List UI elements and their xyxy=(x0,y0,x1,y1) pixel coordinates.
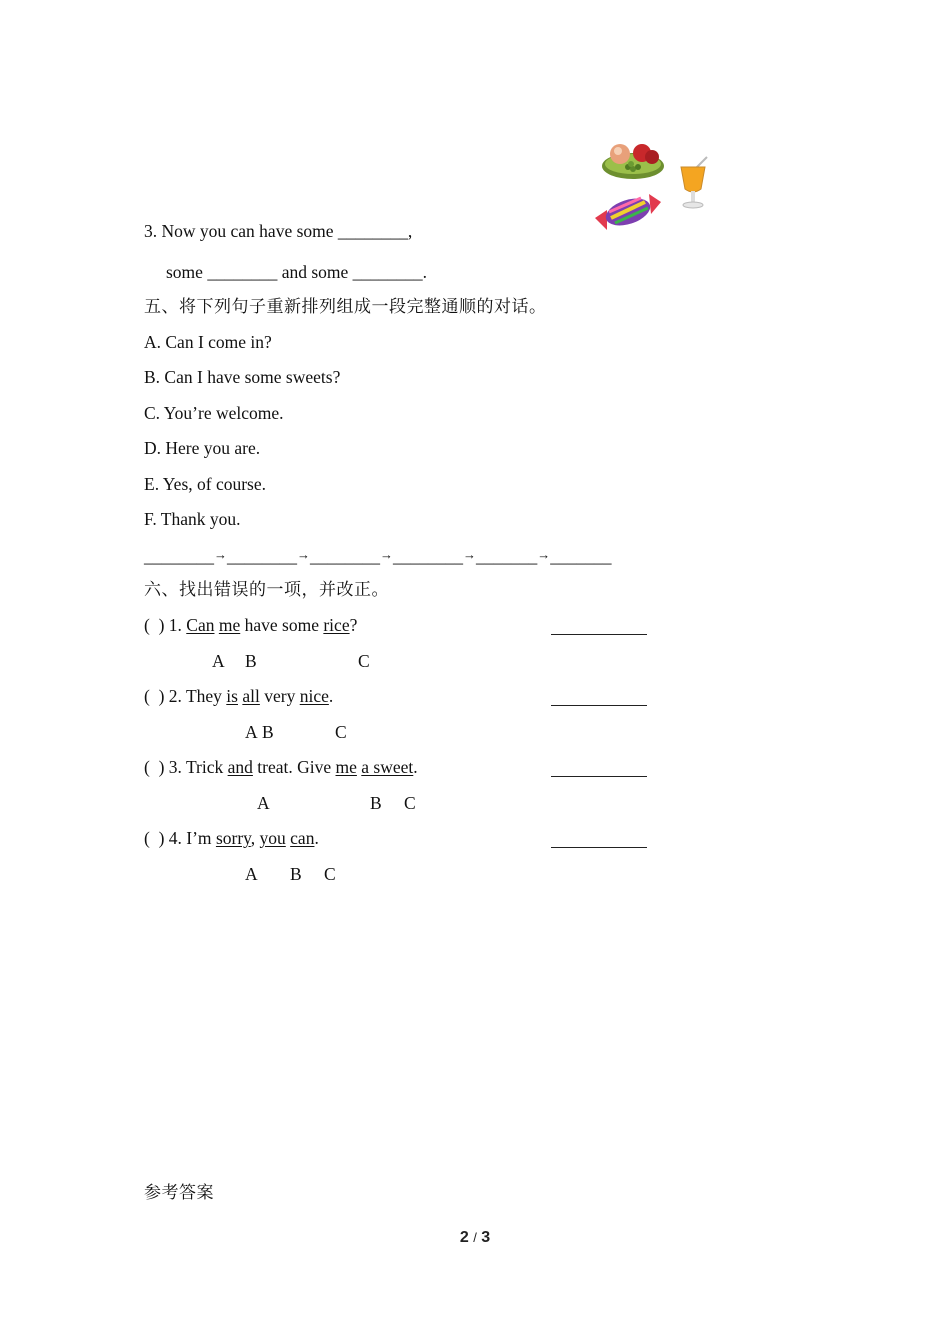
arrow-icon: → xyxy=(214,547,227,562)
label-a: A xyxy=(245,722,258,742)
option-f: F. Thank you. xyxy=(144,509,241,529)
label-c: C xyxy=(358,651,370,671)
arrow-icon: → xyxy=(537,547,551,562)
option-b-text: me xyxy=(335,757,357,777)
label-c: C xyxy=(404,793,416,813)
order-blank-2[interactable]: ________ xyxy=(227,546,297,566)
order-blank-1[interactable]: ________ xyxy=(144,546,214,566)
label-c: C xyxy=(335,722,347,742)
order-answer-line xyxy=(144,546,612,568)
order-blank-6[interactable]: _______ xyxy=(550,546,612,566)
error-question-2: ( ) 2. They is all very nice. xyxy=(144,686,334,706)
order-blank-5[interactable]: _______ xyxy=(476,546,538,566)
fruit-plate-image xyxy=(600,138,666,184)
option-c: C. You’re welcome. xyxy=(144,403,284,423)
option-c-text: a sweet xyxy=(361,757,414,777)
label-b: B xyxy=(290,864,302,884)
page-number: 2 / 3 xyxy=(459,1229,491,1246)
option-a: A. Can I come in? xyxy=(144,332,272,352)
option-a-text: and xyxy=(227,757,253,777)
order-blank-3[interactable]: ________ xyxy=(310,546,380,566)
error-question-3: ( ) 3. Trick and treat. Give me a sweet. xyxy=(144,757,418,777)
label-b: B xyxy=(262,722,274,742)
correction-blank-2[interactable] xyxy=(551,705,647,706)
option-b-text: all xyxy=(242,686,260,706)
option-a-text: is xyxy=(226,686,238,706)
arrow-icon: → xyxy=(463,547,476,562)
label-c: C xyxy=(324,864,336,884)
label-a: A xyxy=(245,864,258,884)
option-b-text: you xyxy=(259,828,286,848)
label-b: B xyxy=(370,793,382,813)
option-d: D. Here you are. xyxy=(144,438,261,458)
option-c-text: nice xyxy=(299,686,329,706)
section-5-title: 五、将下列句子重新排列组成一段完整通顺的对话。 xyxy=(144,297,547,317)
question-3-line-2: some ________ and some ________. xyxy=(166,262,428,282)
candy-image xyxy=(593,188,663,234)
arrow-icon: → xyxy=(380,547,393,562)
correction-blank-3[interactable] xyxy=(551,776,647,777)
correction-blank-1[interactable] xyxy=(551,634,647,635)
error-question-4: ( ) 4. I’m sorry, you can. xyxy=(144,828,319,848)
option-a-text: Can xyxy=(186,615,215,635)
arrow-icon: → xyxy=(297,547,310,562)
option-c-text: rice xyxy=(323,615,350,635)
option-e: E. Yes, of course. xyxy=(144,474,267,494)
juice-glass-image xyxy=(675,155,713,211)
section-6-title: 六、找出错误的一项，并改正。 xyxy=(144,580,389,600)
option-b-text: me xyxy=(218,615,241,635)
label-a: A xyxy=(212,651,225,671)
correction-blank-4[interactable] xyxy=(551,847,647,848)
label-b: B xyxy=(245,651,257,671)
option-a-text: sorry xyxy=(215,828,251,848)
answers-heading: 参考答案 xyxy=(144,1183,214,1203)
option-b: B. Can I have some sweets? xyxy=(144,367,341,387)
label-a: A xyxy=(257,793,270,813)
error-question-1: ( ) 1. Can me have some rice? xyxy=(144,615,358,635)
question-3-line-1: 3. Now you can have some ________, xyxy=(144,221,413,241)
option-c-text: can xyxy=(290,828,315,848)
order-blank-4[interactable]: ________ xyxy=(393,546,463,566)
